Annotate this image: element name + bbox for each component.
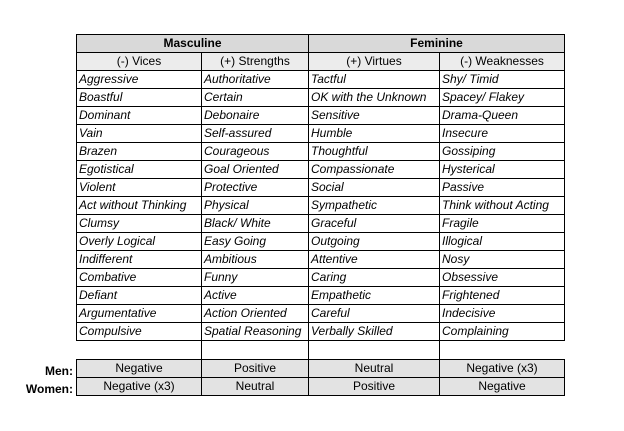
trait-cell: Dominant [77,107,202,125]
trait-cell: Nosy [440,251,565,269]
trait-cell: Graceful [309,215,440,233]
trait-cell: Fragile [440,215,565,233]
trait-cell: Compulsive [77,323,202,341]
trait-cell: Overly Logical [77,233,202,251]
trait-cell: Passive [440,179,565,197]
trait-cell: Brazen [77,143,202,161]
trait-cell: Aggressive [77,71,202,89]
trait-cell: Clumsy [77,215,202,233]
trait-cell: Compassionate [309,161,440,179]
trait-cell: Shy/ Timid [440,71,565,89]
rating-cell: Negative [77,360,202,378]
table-row [77,89,565,107]
rating-cell: Negative (x3) [440,360,565,378]
trait-cell: Authoritative [202,71,309,89]
trait-cell: Egotistical [77,161,202,179]
table-row [77,233,565,251]
table-row [77,215,565,233]
trait-cell: Ambitious [202,251,309,269]
rating-cell: Positive [202,360,309,378]
trait-cell: Funny [202,269,309,287]
trait-cell: Courageous [202,143,309,161]
trait-cell: Insecure [440,125,565,143]
trait-cell: Careful [309,305,440,323]
trait-cell: Caring [309,269,440,287]
trait-cell: Self-assured [202,125,309,143]
table-row [77,107,565,125]
table-row [77,287,565,305]
trait-cell: Think without Acting [440,197,565,215]
traits-table [76,34,565,396]
column-header: (+) Virtues [309,53,440,71]
trait-cell: OK with the Unknown [309,89,440,107]
rating-cell: Neutral [202,378,309,396]
trait-cell: Verbally Skilled [309,323,440,341]
trait-cell: Drama-Queen [440,107,565,125]
table-row [77,305,565,323]
rating-cell: Neutral [309,360,440,378]
rating-label-women: Women: [25,382,73,396]
traits-sheet [76,34,564,396]
trait-cell: Violent [77,179,202,197]
rating-row [77,360,565,378]
group-masculine: Masculine [77,35,309,53]
trait-cell: Spatial Reasoning [202,323,309,341]
rating-row [77,378,565,396]
table-row [77,71,565,89]
trait-cell: Debonaire [202,107,309,125]
group-feminine: Feminine [309,35,565,53]
trait-cell: Tactful [309,71,440,89]
table-row [77,143,565,161]
trait-cell: Spacey/ Flakey [440,89,565,107]
trait-cell: Obsessive [440,269,565,287]
trait-cell: Thoughtful [309,143,440,161]
table-row [77,323,565,341]
trait-cell: Easy Going [202,233,309,251]
trait-cell: Attentive [309,251,440,269]
trait-cell: Illogical [440,233,565,251]
table-row [77,125,565,143]
table-row [77,251,565,269]
trait-cell: Black/ White [202,215,309,233]
trait-cell: Vain [77,125,202,143]
table-row [77,179,565,197]
trait-cell: Indifferent [77,251,202,269]
trait-cell: Frightened [440,287,565,305]
rating-cell: Negative (x3) [77,378,202,396]
trait-cell: Act without Thinking [77,197,202,215]
trait-cell: Complaining [440,323,565,341]
table-row [77,197,565,215]
trait-cell: Goal Oriented [202,161,309,179]
trait-cell: Boastful [77,89,202,107]
trait-cell: Humble [309,125,440,143]
trait-cell: Hysterical [440,161,565,179]
rating-cell: Negative [440,378,565,396]
trait-cell: Sympathetic [309,197,440,215]
trait-cell: Physical [202,197,309,215]
table-row [77,269,565,287]
trait-cell: Action Oriented [202,305,309,323]
rating-cell: Positive [309,378,440,396]
table-row [77,161,565,179]
trait-cell: Argumentative [77,305,202,323]
trait-cell: Sensitive [309,107,440,125]
trait-cell: Defiant [77,287,202,305]
trait-cell: Combative [77,269,202,287]
rating-label-men: Men: [45,364,73,378]
column-header: (-) Weaknesses [440,53,565,71]
column-header: (-) Vices [77,53,202,71]
column-header: (+) Strengths [202,53,309,71]
trait-cell: Gossiping [440,143,565,161]
trait-cell: Protective [202,179,309,197]
trait-cell: Social [309,179,440,197]
trait-cell: Empathetic [309,287,440,305]
spacer-row [77,341,565,360]
trait-cell: Certain [202,89,309,107]
trait-cell: Indecisive [440,305,565,323]
trait-cell: Active [202,287,309,305]
trait-cell: Outgoing [309,233,440,251]
